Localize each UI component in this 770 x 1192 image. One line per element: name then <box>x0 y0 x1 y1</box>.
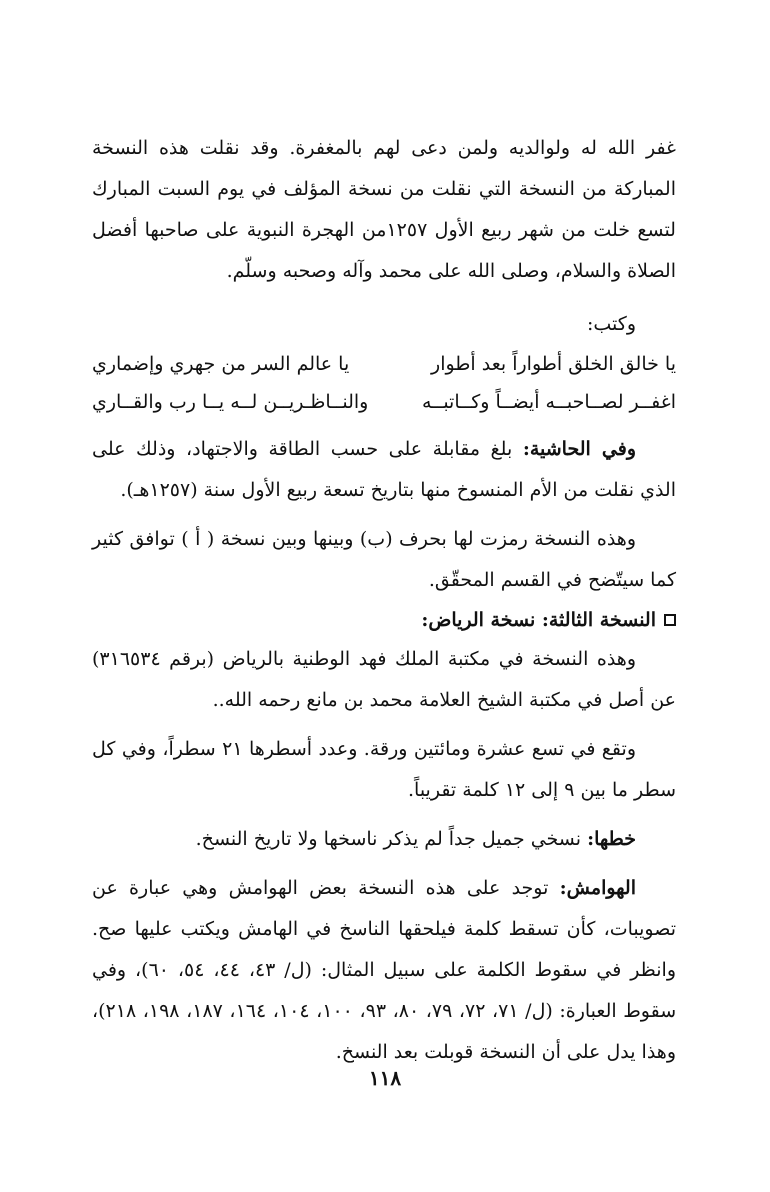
margin-note-paragraph <box>92 429 676 511</box>
verse-line-1-second-hemistich: يا عالم السر من جهري وإضماري <box>92 353 350 375</box>
script-label: خطها: <box>587 828 636 850</box>
verse-line-2-first-hemistich: اغفــر لصــاحبــه أيضــاً وكــاتبــه <box>422 391 676 413</box>
verse-block <box>92 345 676 421</box>
margins-paragraph <box>92 868 676 1073</box>
margin-note-text: بلغ مقابلة على حسب الطاقة والاجتهاد، وذلك على الذي نقلت من الأم المنسوخ منها بتاريخ تسعة ربيع الأول سنة (١٢٥٧هـ). <box>92 438 676 501</box>
page-number: ١١٨ <box>368 1066 402 1090</box>
verse-line-2-second-hemistich: والنــاظـريــن لــه يــا رب والقــاري <box>92 391 369 413</box>
margin-note-label: وفي الحاشية: <box>522 438 637 460</box>
script-text: نسخي جميل جداً لم يذكر ناسخها ولا تاريخ النسخ. <box>195 828 588 850</box>
page-body <box>92 128 676 1073</box>
third-copy-heading-text: النسخة الثالثة: نسخة الرياض: <box>421 609 656 631</box>
verse-line-1 <box>92 345 676 383</box>
script-paragraph <box>92 819 676 860</box>
closing-colophon-paragraph: غفر الله له ولوالديه ولمن دعى لهم بالمغفرة. وقد نقلت هذه النسخة المباركة من النسخة التي نقلت من نسخة المؤلف في يوم السبت المبارك لتسع خلت من شهر ربيع الأول ١٢٥٧من الهجرة النبوية على صاحبها أفضل الصلاة والسلام، وصلى الله على محمد وآله وصحبه وسلّم. <box>92 137 676 282</box>
margins-label: الهوامش: <box>559 877 636 899</box>
verse-line-2 <box>92 383 676 421</box>
margins-text: توجد على هذه النسخة بعض الهوامش وهي عبارة عن تصويبات، كأن تسقط كلمة فيلحقها الناسخ في الهامش ويكتب عليها صح. وانظر في سقوط الكلمة على سبيل المثال: (ل/ ٤٣، ٤٤، ٥٤، ٦٠)، وفي سقوط العبارة: (ل/ ٧١، ٧٢، ٧٩، ٨٠، ٩٣، ١٠٠، ١٠٤، ١٦٤، ١٨٧، ١٩٨، ٢١٨)، وهذا يدل على أن النسخة قوبلت بعد النسخ. <box>92 877 677 1063</box>
folio-count-paragraph: وتقع في تسع عشرة ومائتين ورقة. وعدد أسطرها ٢١ سطراً، وفي كل سطر ما بين ٩ إلى ١٢ كلمة تقريباً. <box>92 738 676 801</box>
verse-line-1-first-hemistich: يا خالق الخلق أطواراً بعد أطوار <box>431 353 676 375</box>
riyadh-location-paragraph: وهذه النسخة في مكتبة الملك فهد الوطنية بالرياض (برقم ٣١٦٥٣٤) عن أصل في مكتبة الشيخ العلامة محمد بن مانع رحمه الله.. <box>92 648 676 711</box>
third-copy-heading <box>92 601 676 639</box>
wrote-label: وكتب: <box>586 313 636 335</box>
square-bullet-icon <box>664 614 676 626</box>
manuscript-b-paragraph: وهذه النسخة رمزت لها بحرف (ب) وبينها وبين نسخة ( أ ) توافق كثير كما سيتّضح في القسم المحقّق. <box>92 528 676 591</box>
